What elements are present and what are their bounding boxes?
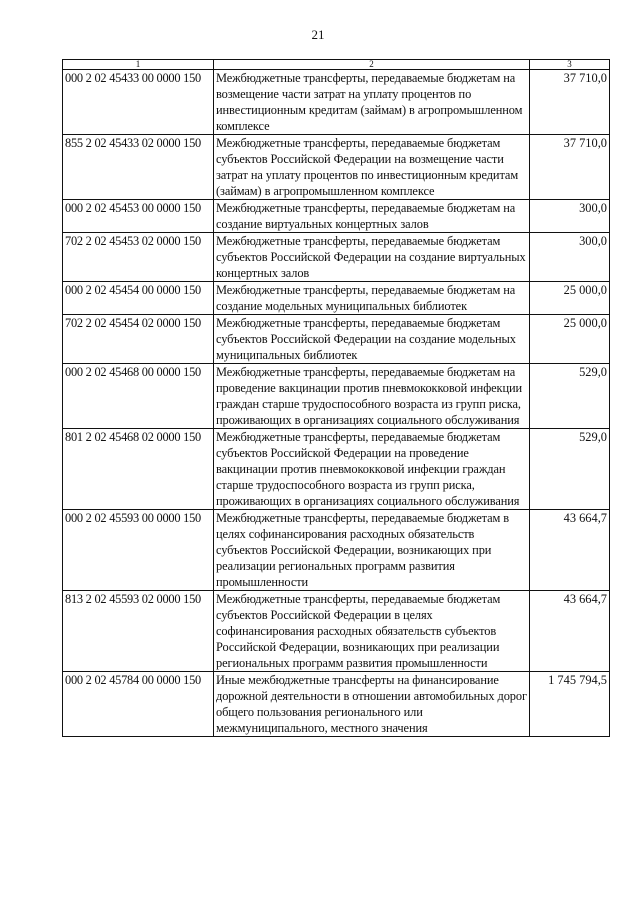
table-row [63, 315, 610, 364]
amount-cell: 37 710,0 [530, 70, 610, 135]
budget-code-cell: 000 2 02 45593 00 0000 150 [63, 510, 214, 591]
table-row [63, 591, 610, 672]
amount-cell: 300,0 [530, 233, 610, 282]
budget-code-cell: 813 2 02 45593 02 0000 150 [63, 591, 214, 672]
amount-cell: 1 745 794,5 [530, 672, 610, 737]
revenue-name-cell: Межбюджетные трансферты, передаваемые бюджетам субъектов Российской Федерации на создание виртуальных концертных залов [214, 233, 530, 282]
amount-cell: 43 664,7 [530, 510, 610, 591]
budget-code-cell: 000 2 02 45453 00 0000 150 [63, 200, 214, 233]
table-row [63, 429, 610, 510]
budget-revenue-table [62, 59, 610, 737]
table-row [63, 233, 610, 282]
amount-cell: 25 000,0 [530, 282, 610, 315]
revenue-name-cell: Межбюджетные трансферты, передаваемые бюджетам субъектов Российской Федерации на возмещение части затрат на уплату процентов по инвестиционным кредитам (займам) в агропромышленном комплексе [214, 135, 530, 200]
table-row [63, 364, 610, 429]
table-row [63, 70, 610, 135]
amount-cell: 529,0 [530, 364, 610, 429]
budget-code-cell: 000 2 02 45454 00 0000 150 [63, 282, 214, 315]
revenue-name-cell: Межбюджетные трансферты, передаваемые бюджетам субъектов Российской Федерации на создание модельных муниципальных библиотек [214, 315, 530, 364]
table-row [63, 672, 610, 737]
table-header [63, 60, 610, 70]
revenue-name-cell: Межбюджетные трансферты, передаваемые бюджетам на проведение вакцинации против пневмококковой инфекции граждан старше трудоспособного возраста из групп риска, проживающих в организациях социального обслуживания [214, 364, 530, 429]
revenue-name-cell: Межбюджетные трансферты, передаваемые бюджетам на возмещение части затрат на уплату процентов по инвестиционным кредитам (займам) в агропромышленном комплексе [214, 70, 530, 135]
amount-cell: 25 000,0 [530, 315, 610, 364]
table-row [63, 135, 610, 200]
column-number-row [63, 60, 610, 70]
revenue-name-cell: Иные межбюджетные трансферты на финансирование дорожной деятельности в отношении автомобильных дорог общего пользования регионального или межмуниципального, местного значения [214, 672, 530, 737]
page-number: 21 [311, 27, 325, 42]
amount-cell: 300,0 [530, 200, 610, 233]
column-number-3: 3 [530, 60, 610, 70]
column-number-1: 1 [63, 60, 214, 70]
amount-cell: 529,0 [530, 429, 610, 510]
budget-code-cell: 702 2 02 45454 02 0000 150 [63, 315, 214, 364]
amount-cell: 43 664,7 [530, 591, 610, 672]
budget-code-cell: 000 2 02 45784 00 0000 150 [63, 672, 214, 737]
budget-code-cell: 801 2 02 45468 02 0000 150 [63, 429, 214, 510]
table-body [63, 70, 610, 737]
revenue-name-cell: Межбюджетные трансферты, передаваемые бюджетам субъектов Российской Федерации на проведение вакцинации против пневмококковой инфекции граждан старше трудоспособного возраста из групп риска, проживающих в организациях социального обслуживания [214, 429, 530, 510]
table-row [63, 510, 610, 591]
budget-code-cell: 702 2 02 45453 02 0000 150 [63, 233, 214, 282]
column-number-2: 2 [214, 60, 530, 70]
amount-cell: 37 710,0 [530, 135, 610, 200]
budget-code-cell: 000 2 02 45468 00 0000 150 [63, 364, 214, 429]
budget-code-cell: 000 2 02 45433 00 0000 150 [63, 70, 214, 135]
budget-code-cell: 855 2 02 45433 02 0000 150 [63, 135, 214, 200]
revenue-name-cell: Межбюджетные трансферты, передаваемые бюджетам на создание модельных муниципальных библиотек [214, 282, 530, 315]
table-row [63, 200, 610, 233]
table-row [63, 282, 610, 315]
revenue-name-cell: Межбюджетные трансферты, передаваемые бюджетам в целях софинансирования расходных обязательств субъектов Российской Федерации, возникающих при реализации региональных программ развития промышленности [214, 510, 530, 591]
revenue-name-cell: Межбюджетные трансферты, передаваемые бюджетам субъектов Российской Федерации в целях софинансирования расходных обязательств субъектов Российской Федерации, возникающих при реализации региональных программ развития промышленности [214, 591, 530, 672]
revenue-name-cell: Межбюджетные трансферты, передаваемые бюджетам на создание виртуальных концертных залов [214, 200, 530, 233]
